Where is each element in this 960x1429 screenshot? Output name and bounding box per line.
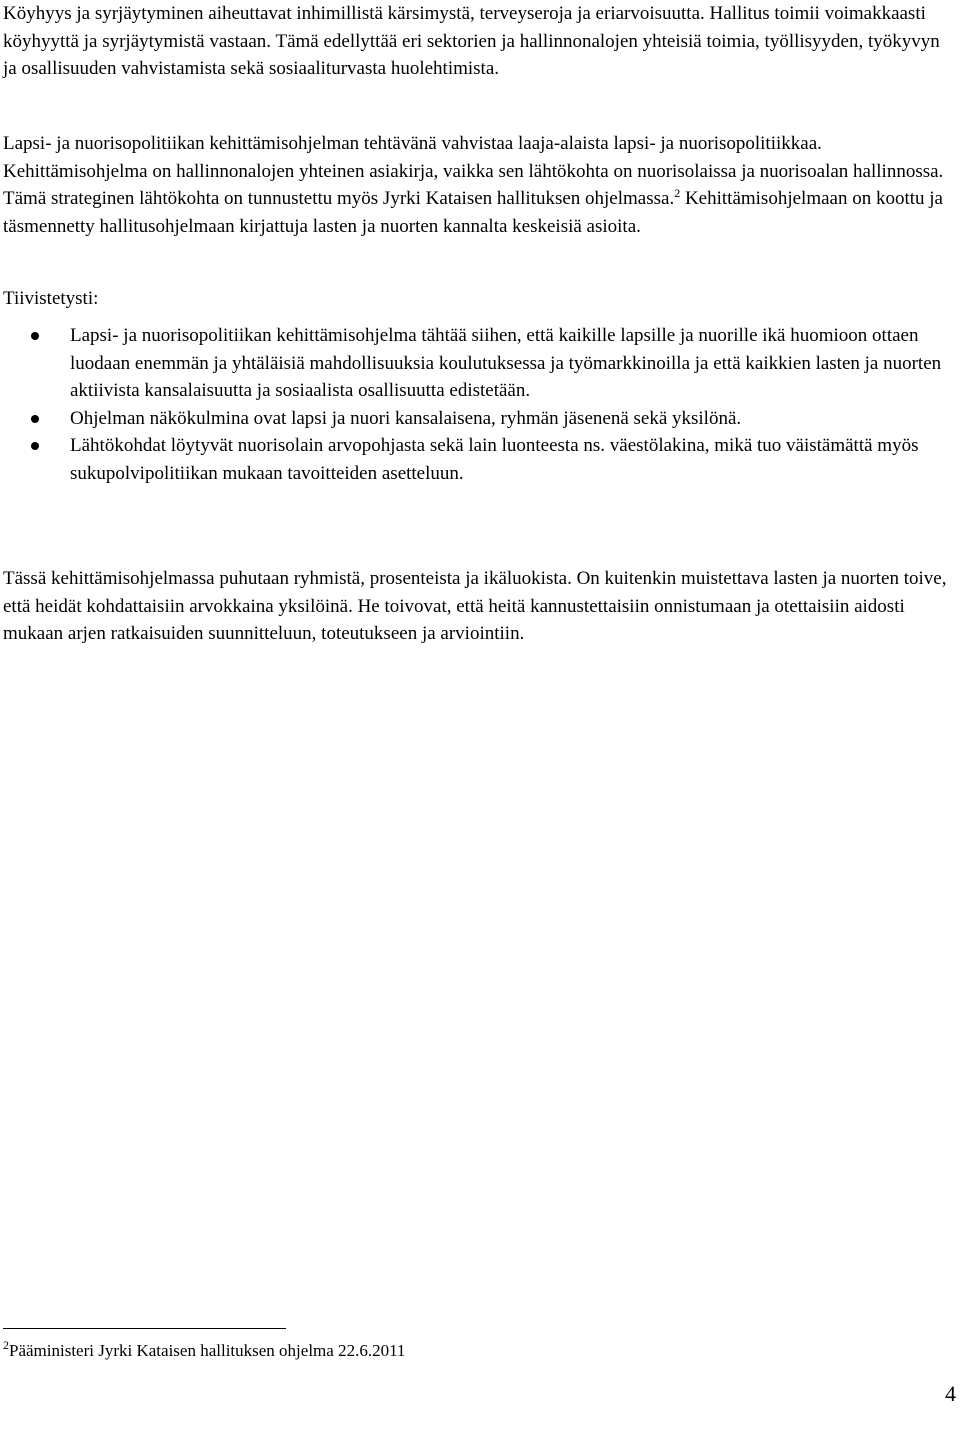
footnote-text: Pääministeri Jyrki Kataisen hallituksen ohjelma 22.6.2011: [9, 1341, 406, 1360]
bullet-icon: [31, 442, 39, 450]
paragraph-text-after-ref: Kehittämisohjelmaan on koottu ja täsmennetty hallitusohjelmaan kirjattuja lasten ja nuorten kannalta keskeisiä asioita.: [3, 188, 943, 237]
bullet-icon: [31, 332, 39, 340]
list-item: [0, 322, 950, 405]
paragraph-text-before-ref: Lapsi- ja nuorisopolitiikan kehittämisohjelman tehtävänä vahvistaa laaja-alaista lapsi- ja nuorisopolitiikkaa. Kehittämisohjelma on hallinnonalojen yhteinen asiakirja, vaikka sen lähtökohta on nuorisolaissa ja nuorisoalan hallinnossa. Tämä strateginen lähtökohta on tunnustettu myös Jyrki Kataisen hallituksen ohjelmassa.: [3, 133, 944, 209]
page-number: 4: [945, 1381, 956, 1406]
summary-heading: Tiivistetysti:: [3, 288, 99, 309]
list-item: [0, 405, 950, 433]
list-item-text: Lähtökohdat löytyvät nuorisolain arvopohjasta sekä lain luonteesta ns. väestölakina, mikä tuo väistämättä myös sukupolvipolitiikan mukaan tavoitteiden asetteluun.: [70, 435, 919, 484]
paragraph-poverty: Köyhyys ja syrjäytyminen aiheuttavat inhimillistä kärsimystä, terveyseroja ja eriarvoisuutta. Hallitus toimii voimakkaasti köyhyyttä ja syrjäytymistä vastaan. Tämä edellyttää eri sektorien ja hallinnonalojen yhteisiä toimia, työllisyyden, työkyvyn ja osallisuuden vahvistamista sekä sosiaaliturvasta huolehtimista.: [3, 3, 940, 79]
footnote-marker: 2: [3, 1338, 9, 1352]
list-item-text: Lapsi- ja nuorisopolitiikan kehittämisohjelma tähtää siihen, että kaikille lapsille ja nuorille ikä huomioon ottaen luodaan enemmän ja yhtäläisiä mahdollisuuksia koulutuksessa ja työmarkkinoilla ja että kaikkien lasten ja nuorten aktiivista kansalaisuutta ja sosiaalista osallisuutta edistetään.: [70, 325, 942, 401]
paragraph-youth-wishes: Tässä kehittämisohjelmassa puhutaan ryhmistä, prosenteista ja ikäluokista. On kuitenkin muistettava lasten ja nuorten toive, että heidät kohdattaisiin arvokkaina yksilöinä. He toivovat, että heitä kannustettaisiin onnistumaan ja otettaisiin aidosti mukaan arjen ratkaisuiden suunnitteluun, toteutukseen ja arviointiin.: [3, 568, 947, 644]
paragraph-development-program: [3, 130, 953, 240]
footnote: [3, 1339, 405, 1363]
bullet-icon: [31, 415, 39, 423]
footnote-reference[interactable]: 2: [674, 186, 681, 200]
footnote-divider: [3, 1328, 286, 1329]
list-item: [0, 432, 950, 487]
list-item-text: Ohjelman näkökulmina ovat lapsi ja nuori kansalaisena, ryhmän jäsenenä sekä yksilönä.: [70, 407, 742, 429]
summary-bullet-list: [0, 322, 960, 487]
